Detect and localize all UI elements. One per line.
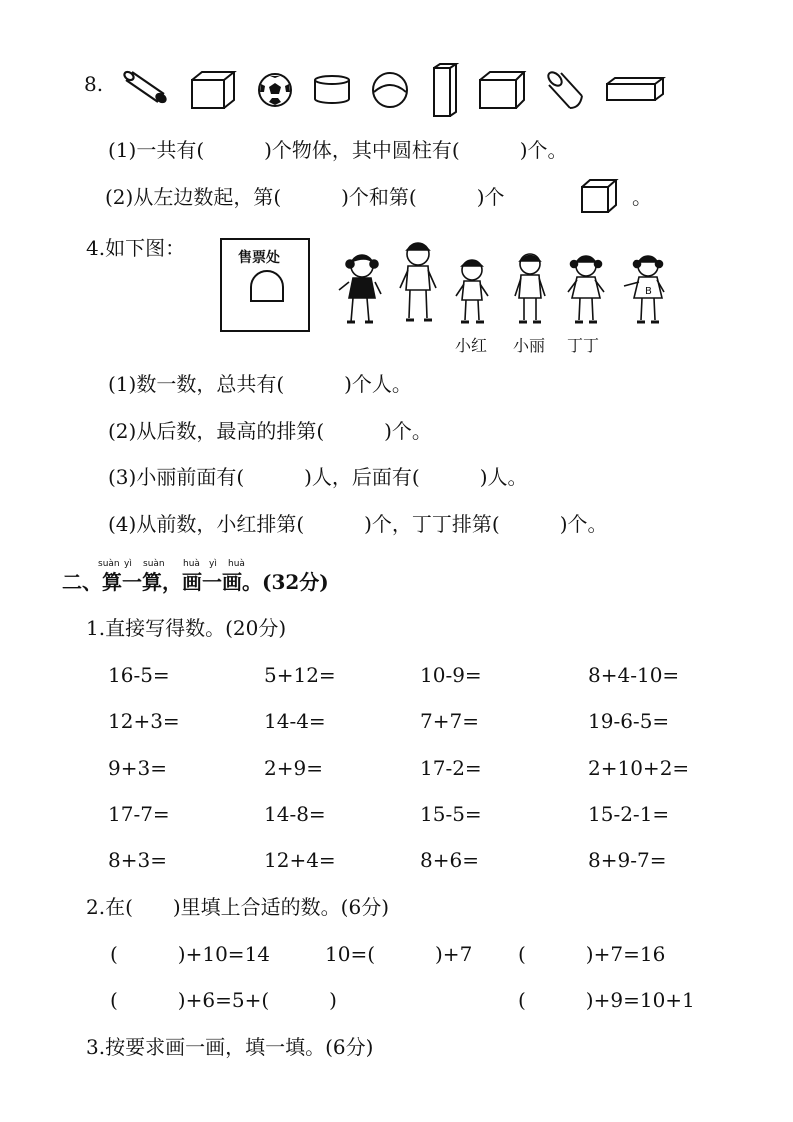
calc-item: 14-8= [264,802,326,826]
ball-icon [256,72,294,108]
pinyin-hua-2: huà [228,559,245,569]
section-2-heading: 二、算一算，画一画。(32分) [62,570,329,594]
q4-item-3: (3)小丽前面有( )人，后面有( )人。 [108,465,528,489]
child-1-icon [335,250,385,326]
cube-icon [580,178,618,214]
calc-item: 8+3= [108,848,167,872]
q8-part-1: (1)一共有( )个物体，其中圆柱有( )个。 [108,138,568,162]
q4-item-2: (2)从后数，最高的排第( )个。 [108,419,432,443]
pinyin-yi-1: yì [124,559,132,569]
calc-item: 10-9= [420,663,482,687]
calc-item: 2+10+2= [588,756,690,780]
pinyin-suan-2: suàn [143,559,165,569]
child-4-xiaoli-icon [510,250,550,326]
cube-icon [190,70,236,110]
label-dingding: 丁丁 [567,336,600,355]
calc-item: 8+9-7= [588,848,667,872]
fill-item: 10=( )+7 [325,942,473,966]
q8-part-2: (2)从左边数起，第( )个和第( )个 [105,185,505,209]
draw-title: 3.按要求画一画，填一填。(6分) [86,1035,374,1059]
calc-item: 9+3= [108,756,167,780]
q8-number: 8. [84,72,104,96]
calc-title: 1.直接写得数。(20分) [86,616,287,640]
cuboid-long-icon [605,76,665,102]
calc-item: 5+12= [264,663,336,687]
svg-text:B: B [645,286,652,297]
ticket-window [250,270,284,302]
child-6-icon [622,252,668,326]
fill-item: ( )+10=14 [110,942,271,966]
ticket-booth-sign: 售票处 [238,250,280,266]
cuboid-tall-icon [432,62,460,118]
pinyin-suan-1: suàn [98,559,120,569]
calc-item: 17-7= [108,802,170,826]
cylinder-lying-icon [122,70,172,108]
cylinder-tilted-icon [544,68,588,112]
child-3-xiaohong-icon [452,256,492,326]
calc-item: 8+6= [420,848,479,872]
ticket-booth [220,238,310,332]
calc-item: 2+9= [264,756,323,780]
pinyin-yi-2: yì [209,559,217,569]
cube-icon [478,70,526,110]
q4-item-4: (4)从前数，小红排第( )个，丁丁排第( )个。 [108,512,608,536]
fill-item: ( )+9=10+1 [518,988,695,1012]
fill-title: 2.在( )里填上合适的数。(6分) [86,895,390,919]
q4-item-1: (1)数一数，总共有( )个人。 [108,372,412,396]
label-xiaohong: 小红 [455,336,488,355]
calc-item: 14-4= [264,709,326,733]
calc-item: 16-5= [108,663,170,687]
fill-item: ( )+6=5+( ) [110,988,337,1012]
child-2-tallest-icon [396,240,440,324]
cylinder-short-icon [312,74,352,106]
fill-item: ( )+7=16 [518,942,666,966]
calc-item: 8+4-10= [588,663,680,687]
calc-item: 17-2= [420,756,482,780]
q4-title: 4.如下图： [86,236,186,260]
q8-part-2-end: 。 [632,185,652,209]
child-5-dingding-icon [564,252,608,326]
calc-item: 19-6-5= [588,709,670,733]
calc-item: 7+7= [420,709,479,733]
calc-item: 12+3= [108,709,180,733]
calc-item: 15-2-1= [588,802,670,826]
label-xiaoli: 小丽 [513,336,546,355]
calc-item: 12+4= [264,848,336,872]
pinyin-hua-1: huà [183,559,200,569]
sphere-icon [370,70,410,110]
calc-item: 15-5= [420,802,482,826]
